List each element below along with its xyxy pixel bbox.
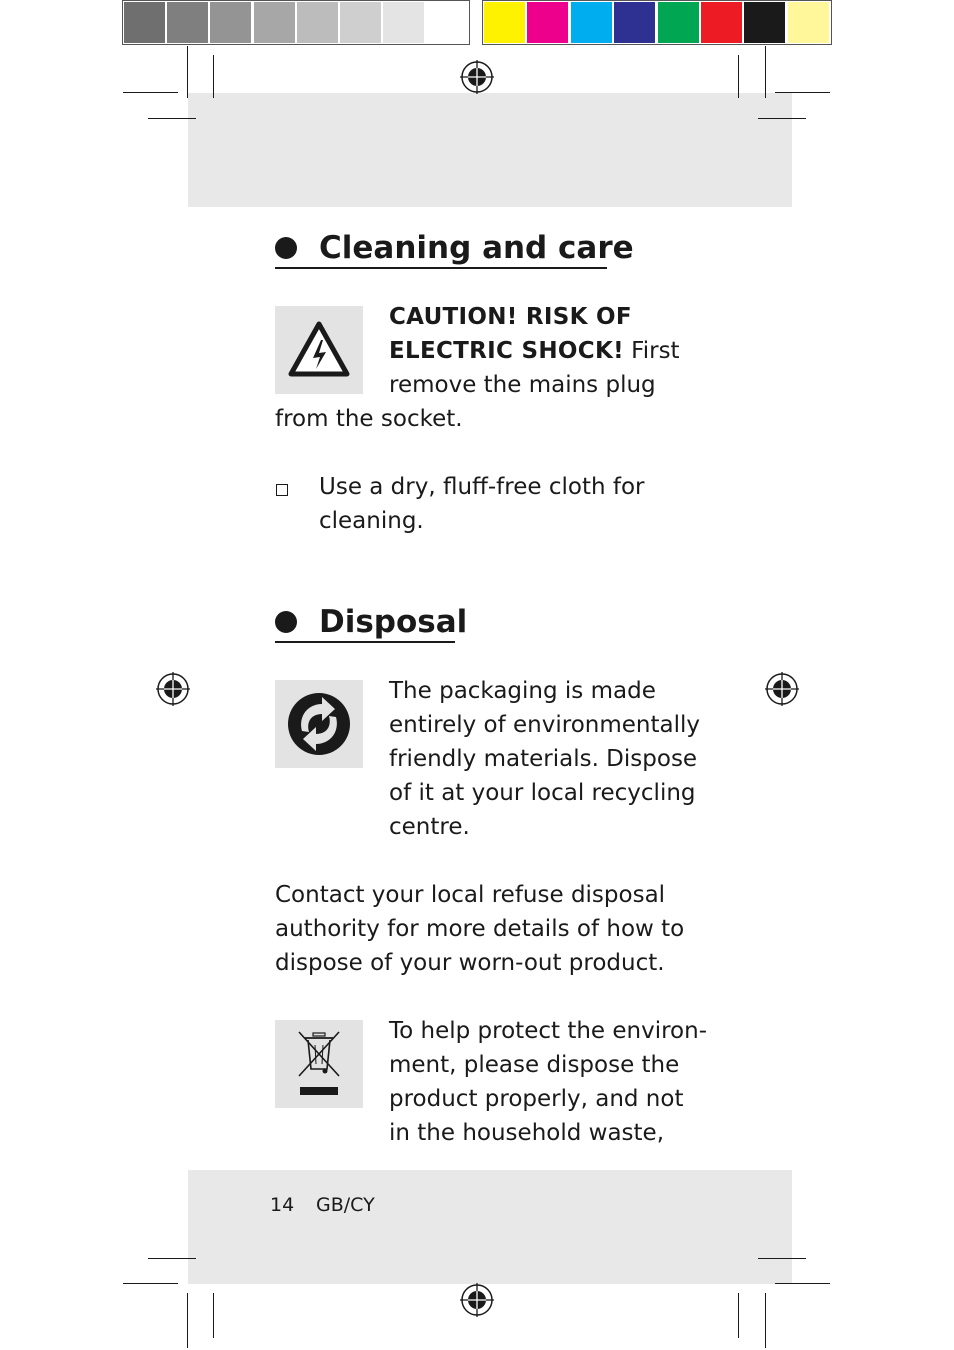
cleaning-step-line-1: Use a dry, fluff-free cloth for [319, 474, 645, 500]
gray-swatch [297, 2, 338, 43]
electric-shock-warning-icon [275, 306, 363, 394]
registration-mark-icon [460, 60, 494, 94]
caution-line-3: remove the mains plug [389, 372, 656, 398]
gray-swatch [426, 2, 467, 43]
caution-line-2: ELECTRIC SHOCK! First [389, 338, 680, 364]
color-swatch [527, 2, 568, 43]
color-swatch [701, 2, 742, 43]
warning-icon-box [275, 306, 363, 394]
caution-line-4: from the socket. [275, 406, 463, 432]
checkbox-bullet-icon [276, 484, 288, 496]
cleaning-title: Cleaning and care [319, 230, 634, 266]
gray-swatch [210, 2, 251, 43]
crossed-out-bin-icon [275, 1020, 363, 1108]
weee-line: To help protect the environ- [389, 1018, 708, 1044]
disposal-title: Disposal [319, 604, 468, 640]
registration-mark-icon [156, 672, 190, 706]
gray-swatch [167, 2, 208, 43]
packaging-line: centre. [389, 814, 470, 840]
packaging-line: of it at your local recycling [389, 780, 696, 806]
color-swatch [788, 2, 829, 43]
footer-band [188, 1170, 792, 1284]
color-calibration-bar [122, 0, 832, 46]
caution-line-1: CAUTION! RISK OF [389, 304, 632, 330]
language-code: GB/CY [316, 1194, 375, 1216]
weee-line: in the household waste, [389, 1120, 665, 1146]
registration-mark-icon [460, 1283, 494, 1317]
color-swatch [571, 2, 612, 43]
packaging-line: friendly materials. Dispose [389, 746, 698, 772]
weee-icon-box [275, 1020, 363, 1108]
color-swatch [744, 2, 785, 43]
cleaning-step-line-2: cleaning. [319, 508, 424, 534]
color-swatch [484, 2, 525, 43]
contact-line: dispose of your worn-out product. [275, 950, 665, 976]
disposal-heading [275, 603, 468, 645]
weee-line: product properly, and not [389, 1086, 684, 1112]
color-swatch [614, 2, 655, 43]
color-swatch [658, 2, 699, 43]
contact-line: authority for more details of how to [275, 916, 685, 942]
contact-line: Contact your local refuse disposal [275, 882, 666, 908]
cleaning-heading [275, 229, 634, 271]
weee-line: ment, please dispose the [389, 1052, 680, 1078]
gray-swatch [340, 2, 381, 43]
section-bullet [275, 237, 297, 259]
header-band [188, 93, 792, 207]
packaging-line: The packaging is made [389, 678, 656, 704]
green-dot-recycling-icon [275, 680, 363, 768]
section-bullet [275, 611, 297, 633]
gray-swatch [124, 2, 165, 43]
gray-swatch [383, 2, 424, 43]
packaging-line: entirely of environmentally [389, 712, 700, 738]
recycle-icon-box [275, 680, 363, 768]
gray-swatch [254, 2, 295, 43]
page-number: 14 [270, 1194, 295, 1216]
registration-mark-icon [765, 672, 799, 706]
